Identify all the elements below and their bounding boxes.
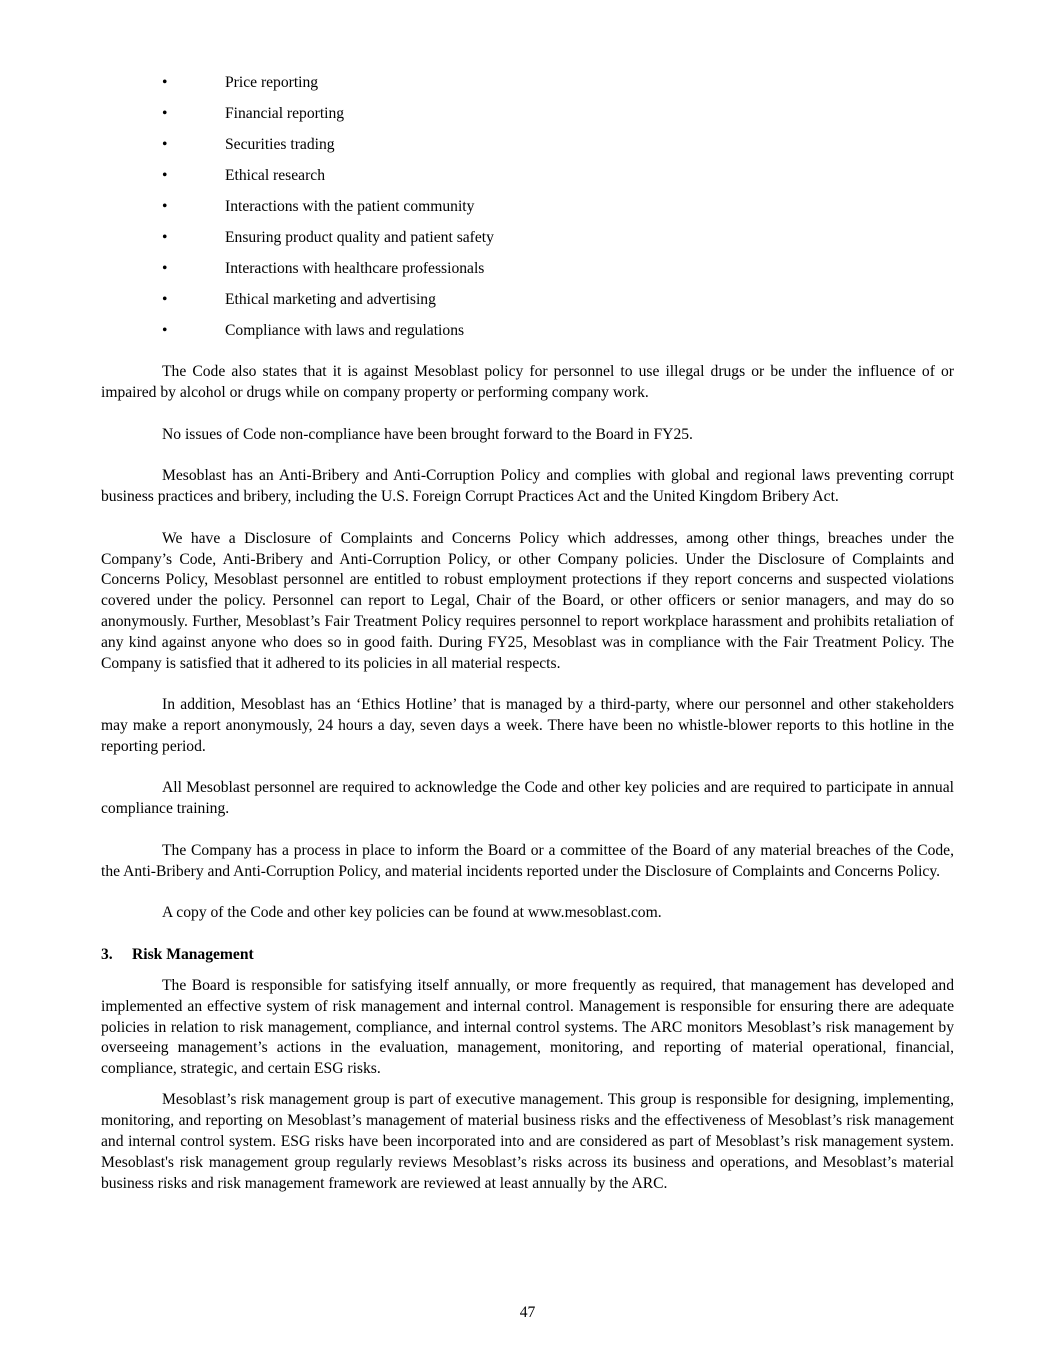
list-item [101, 73, 954, 94]
code-compliance-paragraph: No issues of Code non-compliance have been brought forward to the Board in FY25. [162, 425, 693, 443]
bullet-icon: • [162, 104, 168, 122]
list-item [101, 104, 954, 125]
complaints-policy-paragraph: We have a Disclosure of Complaints and Concerns Policy which addresses, among other things, breaches under the Company’s Code, Anti-Bribery and Anti-Corruption Policy, or other Company policies. Under the Disclosure of Complaints and Concerns Policy, Mesoblast personnel are entitled to robust employment protections if they report concerns and suspected violations covered under the policy. Personnel can report to Legal, Chair of the Board, or other officers or senior managers, and may do so anonymously. Further, Mesoblast’s Fair Treatment Policy requires personnel to report workplace harassment and prohibits retaliation of any kind against anyone who does so in good faith. During FY25, Mesoblast was in compliance with the Fair Treatment Policy. The Company is satisfied that it adhered to its policies in all material respects. [101, 529, 954, 672]
compliance-training-paragraph: All Mesoblast personnel are required to acknowledge the Code and other key policies and are required to participate in annual compliance training. [101, 779, 954, 818]
policy-topics-list [101, 73, 954, 342]
list-item [101, 321, 954, 342]
list-item-text: Interactions with the patient community [225, 197, 475, 215]
list-item-text: Financial reporting [225, 104, 345, 122]
ethics-hotline-paragraph: In addition, Mesoblast has an ‘Ethics Hotline’ that is managed by a third-party, where our personnel and other stakeholders may make a report anonymously, 24 hours a day, seven days a week. There have been no whistle-blower reports to this hotline in the reporting period. [101, 696, 954, 755]
list-item [101, 197, 954, 218]
list-item [101, 135, 954, 156]
risk-board-responsibility-paragraph: The Board is responsible for satisfying itself annually, or more frequently as required, that management has developed and implemented an effective system of risk management and internal control. Management is responsible for ensuring there are adequate policies in relation to risk management, compliance, and internal control systems. The ARC monitors Mesoblast’s risk management by overseeing management’s actions in the evaluation, management, monitoring, and reporting of material operational, financial, compliance, strategic, and certain ESG risks. [101, 976, 954, 1078]
board-reporting-paragraph: The Company has a process in place to inform the Board or a committee of the Board of any material breaches of the Code, the Anti-Bribery and Anti-Corruption Policy, and material incidents reported under the Disclosure of Complaints and Concerns Policy. [101, 841, 954, 880]
list-item-text: Interactions with healthcare professionals [225, 259, 485, 277]
bullet-icon: • [162, 259, 168, 277]
section-title: Risk Management [132, 945, 254, 963]
document-page [101, 73, 954, 1194]
policies-location-paragraph: A copy of the Code and other key policies can be found at www.mesoblast.com. [162, 904, 662, 922]
list-item-text: Securities trading [225, 135, 335, 153]
code-drug-policy-paragraph: The Code also states that it is against Mesoblast policy for personnel to use illegal drugs or be under the influence of or impaired by alcohol or drugs while on company property or performing company work. [101, 363, 954, 402]
list-item [101, 166, 954, 187]
section-heading [101, 945, 954, 966]
anti-bribery-paragraph: Mesoblast has an Anti-Bribery and Anti-Corruption Policy and complies with global and regional laws preventing corrupt business practices and bribery, including the U.S. Foreign Corrupt Practices Act and the United Kingdom Bribery Act. [101, 467, 954, 506]
list-item-text: Compliance with laws and regulations [225, 321, 465, 339]
bullet-icon: • [162, 197, 168, 215]
page-number: 47 [519, 1304, 536, 1321]
list-item [101, 290, 954, 311]
bullet-icon: • [162, 135, 168, 153]
list-item-text: Ethical marketing and advertising [225, 290, 436, 308]
list-item-text: Price reporting [225, 74, 319, 91]
list-item [101, 228, 954, 249]
section-number: 3. [101, 945, 113, 963]
bullet-icon: • [162, 321, 168, 339]
list-item-text: Ethical research [225, 166, 325, 184]
bullet-icon: • [162, 166, 168, 184]
list-item-text: Ensuring product quality and patient safety [225, 228, 494, 246]
bullet-icon: • [162, 74, 168, 91]
bullet-icon: • [162, 290, 168, 308]
list-item [101, 259, 954, 280]
bullet-icon: • [162, 228, 168, 246]
risk-management-group-paragraph: Mesoblast’s risk management group is part of executive management. This group is responsible for designing, implementing, monitoring, and reporting on Mesoblast’s management of material business risks and the effectiveness of Mesoblast’s risk management and internal control system. ESG risks have been incorporated into and are considered as part of Mesoblast’s risk management system. Mesoblast's risk management group regularly reviews Mesoblast’s risks across its business and operations, and Mesoblast’s material business risks and risk management framework are reviewed at least annually by the ARC. [101, 1091, 954, 1192]
